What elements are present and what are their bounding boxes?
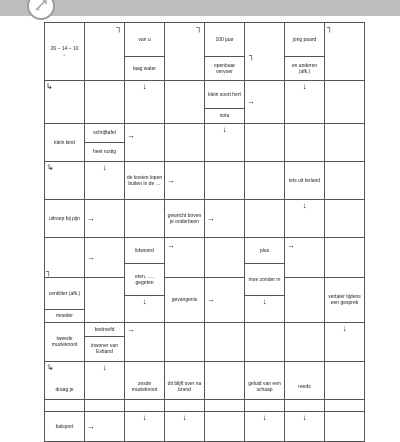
- clue-text: jong paard: [292, 36, 317, 43]
- answer-cell[interactable]: [165, 323, 205, 362]
- answer-cell[interactable]: [245, 23, 285, 81]
- clue-text: reeds: [298, 383, 311, 390]
- answer-cell[interactable]: [245, 81, 285, 124]
- clue-text: de koeien lopen buiten in de …: [126, 174, 163, 187]
- answer-cell[interactable]: [165, 238, 205, 278]
- clue-schrijftafel: [85, 124, 124, 143]
- crossword-grid: [44, 22, 365, 442]
- arrow-corner: ┐: [46, 267, 52, 276]
- answer-cell[interactable]: [125, 323, 165, 362]
- clue-openbaar-vervoer: [205, 57, 245, 81]
- arrow-corner: ┐: [249, 50, 255, 60]
- answer-cell[interactable]: [285, 323, 325, 362]
- clue-klein-kind: [45, 124, 85, 162]
- answer-cell[interactable]: [205, 200, 245, 238]
- answer-cell[interactable]: [125, 200, 165, 238]
- clue-en-anderen: [285, 57, 325, 81]
- arrow-right: →: [127, 325, 135, 334]
- answer-cell[interactable]: [205, 323, 245, 362]
- answer-cell[interactable]: [245, 162, 285, 200]
- clue-lidwoord: [125, 238, 165, 264]
- answer-cell[interactable]: [205, 412, 245, 442]
- clue-text: klein soort hert: [208, 91, 241, 98]
- arrow-right: →: [167, 175, 175, 185]
- clue-text: gevangenis: [171, 297, 198, 303]
- answer-cell[interactable]: [45, 81, 85, 124]
- answer-cell[interactable]: [285, 81, 325, 124]
- clue-text: centiliter (afk.): [48, 290, 81, 297]
- clue-centiliter: [45, 278, 85, 310]
- clue-date: [45, 23, 85, 81]
- clue-nota: [205, 109, 245, 124]
- answer-cell[interactable]: [85, 412, 125, 442]
- grid-bottom-row: [44, 381, 365, 400]
- answer-cell[interactable]: [325, 200, 365, 238]
- arrow-corner: ┐: [327, 23, 333, 32]
- arrow-right: →: [127, 131, 135, 140]
- arrow-down: ↓: [102, 363, 107, 372]
- clue-text: lidwoord: [135, 247, 154, 254]
- clue-balsport: [45, 412, 85, 442]
- puzzle-icon: [34, 0, 48, 13]
- clue-text: klein kind: [54, 139, 75, 146]
- answer-cell[interactable]: [245, 412, 285, 442]
- answer-cell[interactable]: [285, 278, 325, 323]
- answer-cell[interactable]: [45, 162, 85, 200]
- clue-text: en anderen (afk.): [291, 62, 318, 75]
- arrow-down: ↓: [182, 413, 187, 422]
- answer-cell[interactable]: [285, 412, 325, 442]
- answer-cell[interactable]: [325, 81, 365, 124]
- clue-bedroefd: [85, 323, 125, 337]
- clue-text: van u: [138, 36, 151, 43]
- clue-text: laag water: [132, 65, 157, 72]
- arrow-down: ↓: [142, 297, 147, 306]
- clue-text: iets uit Ierland: [288, 177, 321, 184]
- arrow-right: →: [207, 295, 215, 304]
- answer-cell[interactable]: [245, 124, 285, 162]
- answer-cell[interactable]: [165, 381, 205, 400]
- answer-cell[interactable]: [165, 412, 205, 442]
- clue-tweede-muzieknoot: [45, 323, 85, 362]
- clue-date-sub: c: [63, 51, 66, 57]
- clue-text: moeder: [56, 313, 73, 319]
- arrow-bend: ↳: [47, 163, 54, 172]
- arrow-down: ↓: [302, 413, 307, 422]
- clue-text: uitroep bij pijn: [49, 215, 80, 222]
- answer-cell[interactable]: [205, 238, 245, 278]
- arrow-bend: ↳: [47, 363, 54, 372]
- clue-van-u: [125, 23, 165, 57]
- answer-cell[interactable]: [85, 81, 125, 124]
- answer-cell[interactable]: [125, 381, 165, 400]
- clue-draag-je: [45, 381, 85, 400]
- arrow-right: →: [87, 213, 95, 223]
- clue-text: balsport: [55, 423, 74, 430]
- answer-cell[interactable]: [325, 381, 365, 400]
- answer-cell[interactable]: [325, 238, 365, 278]
- answer-cell[interactable]: [325, 412, 365, 442]
- arrow-down: ↓: [262, 413, 267, 422]
- clue-moe-zonder-m: [245, 264, 285, 296]
- clue-text: bedroefd: [94, 326, 115, 333]
- answer-cell[interactable]: [85, 381, 125, 400]
- answer-cell[interactable]: [325, 124, 365, 162]
- clue-text: vertaler tijdens een gesprek: [328, 294, 361, 306]
- clue-text: geluid van een schaap: [248, 380, 281, 393]
- answer-cell[interactable]: [85, 162, 125, 200]
- clue-text: draag je: [55, 387, 74, 393]
- arrow-right: →: [87, 252, 95, 262]
- clue-text: 100 jaar: [215, 36, 234, 43]
- clue-iets-uit-ierland: [285, 162, 325, 200]
- clue-de-koeien: [125, 162, 165, 200]
- answer-cell[interactable]: [125, 296, 165, 323]
- answer-cell[interactable]: [205, 381, 245, 400]
- clue-eten-gegeten: [125, 264, 165, 296]
- arrow-bend: ↳: [46, 82, 53, 91]
- answer-cell[interactable]: [165, 162, 205, 200]
- answer-cell[interactable]: [85, 238, 125, 278]
- arrow-corner: ┐: [116, 23, 122, 32]
- answer-cell[interactable]: [165, 81, 205, 124]
- split-clue-cell: [85, 124, 125, 162]
- header-bar: [0, 0, 400, 16]
- clue-laag-water: [125, 57, 165, 81]
- arrow-down: ↓: [262, 297, 267, 306]
- clue-gevangenis: [165, 278, 205, 323]
- clue-inwoner-van-estland: [85, 337, 125, 362]
- clue-text: moe zonder m: [248, 276, 281, 283]
- answer-cell[interactable]: [125, 412, 165, 442]
- answer-cell[interactable]: [85, 23, 125, 81]
- puzzle-badge: [27, 0, 55, 20]
- arrow-down: ↓: [142, 413, 147, 422]
- clue-text: schrijftafel: [93, 130, 116, 136]
- answer-cell[interactable]: [165, 124, 205, 162]
- arrow-down: ↓: [102, 163, 107, 172]
- arrow-right: →: [167, 241, 175, 250]
- answer-cell[interactable]: [205, 162, 245, 200]
- answer-cell[interactable]: [205, 124, 245, 162]
- arrow-down: ↓: [342, 324, 347, 333]
- answer-cell[interactable]: [125, 124, 165, 162]
- answer-cell[interactable]: [45, 238, 85, 278]
- arrow-down: ↓: [302, 82, 307, 91]
- answer-cell[interactable]: [245, 381, 285, 400]
- clue-text: openbaar vervoer: [213, 62, 236, 75]
- clue-text: dit blijft over na brand: [167, 380, 202, 393]
- clue-plus: [245, 238, 285, 264]
- clue-text: inwoner van Estland: [91, 343, 118, 355]
- answer-cell[interactable]: [165, 23, 205, 81]
- arrow-right: →: [207, 213, 215, 223]
- arrow-right: →: [87, 421, 95, 431]
- clue-text: nota: [219, 113, 230, 119]
- clue-text: heel rustig: [92, 149, 117, 155]
- clue-date-text: 26 – 14 – 10: [50, 45, 79, 52]
- arrow-right: →: [287, 241, 295, 250]
- clue-uitroep-bij-pijn: [45, 200, 85, 238]
- answer-cell[interactable]: [325, 323, 365, 362]
- answer-cell[interactable]: [245, 200, 285, 238]
- answer-cell[interactable]: [325, 162, 365, 200]
- answer-cell[interactable]: [205, 278, 245, 323]
- clue-text: zesde muzieknoot: [131, 380, 158, 393]
- answer-cell[interactable]: [125, 81, 165, 124]
- answer-cell[interactable]: [285, 381, 325, 400]
- answer-cell[interactable]: [285, 238, 325, 278]
- arrow-down: ↓: [142, 82, 147, 91]
- arrow-down: ↓: [222, 125, 227, 134]
- clue-100-jaar: [205, 23, 245, 57]
- clue-klein-soort-hert: [205, 81, 245, 109]
- answer-cell[interactable]: [245, 296, 285, 323]
- arrow-down: ↓: [302, 201, 307, 210]
- clue-text: eten, …, gegeten: [135, 273, 154, 286]
- clue-heel-rustig: [85, 143, 124, 161]
- answer-cell[interactable]: [85, 278, 125, 323]
- clue-gewricht: [165, 200, 205, 238]
- clue-text: gewricht boven je onderbeen: [167, 212, 202, 225]
- answer-cell[interactable]: [245, 323, 285, 362]
- arrow-corner: ┐: [196, 23, 202, 32]
- clue-moeder: [45, 310, 85, 323]
- clue-vertaler: [325, 278, 365, 323]
- answer-cell[interactable]: [285, 124, 325, 162]
- clue-text: plus: [259, 247, 270, 254]
- clue-jong-paard: [285, 23, 325, 57]
- clue-text: tweede muzieknoot: [51, 336, 78, 348]
- answer-cell[interactable]: [85, 200, 125, 238]
- arrow-right: →: [247, 97, 255, 106]
- answer-cell[interactable]: [285, 200, 325, 238]
- answer-cell[interactable]: [325, 23, 365, 81]
